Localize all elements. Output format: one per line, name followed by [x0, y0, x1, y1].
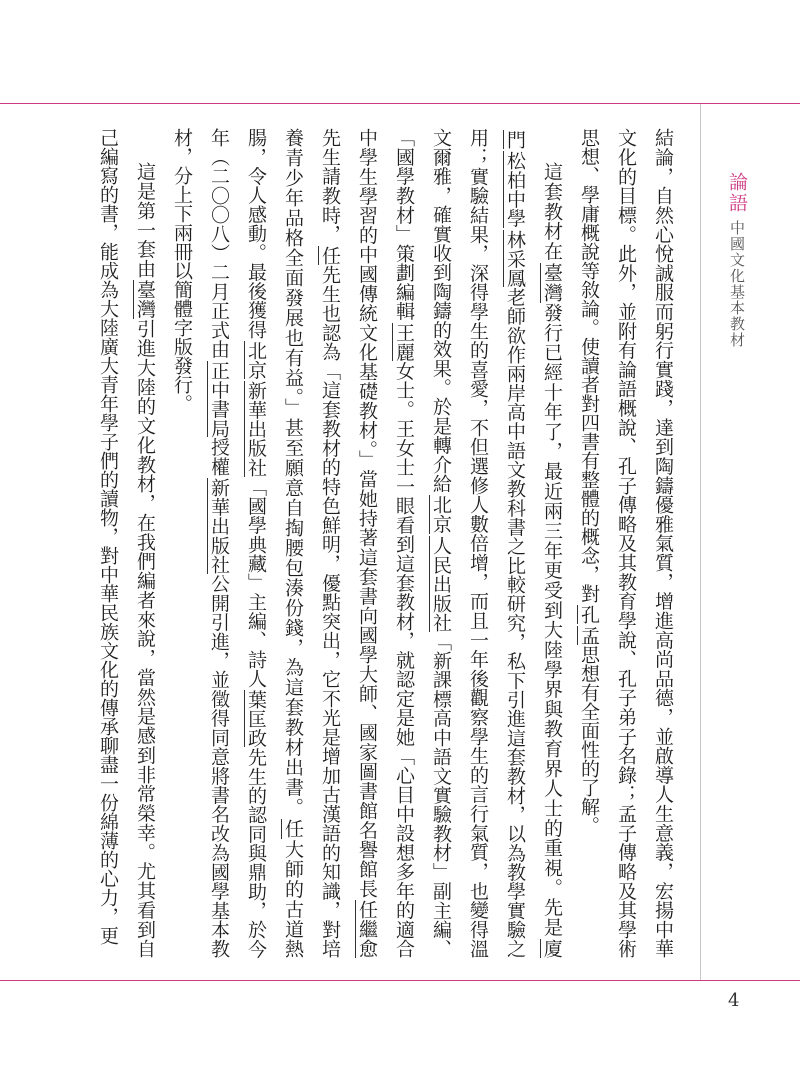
text-column [496, 128, 533, 958]
text-run: 先生請教時， [319, 128, 341, 244]
text-column [163, 128, 200, 958]
text-run: 老師欲作兩岸高中語文教科書之比較研究，私下引進這套教材，以為教學實驗之 [504, 287, 526, 958]
text-run: 己編寫的書，能成為大陸廣大青年學子們的讀物，對中華民族文化的傳承聊盡一份綿薄的心力，更 [97, 128, 119, 945]
text-run: 大師的古道熱 [282, 839, 304, 958]
text-column [644, 128, 681, 958]
text-column [200, 128, 237, 958]
text-run: 引進大陸的文化教材，在我們編者來說，當然是感到非常榮幸。尤其看到自 [134, 319, 156, 958]
page-number: 4 [728, 990, 740, 1011]
text-column [126, 128, 163, 958]
text-run: 中學生學習的中國傳統文化基礎教材。」當她持著這套書向國學大師、國家圖書館名譽館長 [356, 128, 378, 899]
proper-noun-mark: 任繼愈 [356, 900, 378, 958]
proper-noun-mark: 正中書局 [208, 360, 230, 438]
proper-noun-mark: 孟 [578, 626, 600, 645]
text-column [385, 128, 422, 958]
proper-noun-mark: 葉匡政 [245, 689, 267, 748]
text-run: 思想有全面性的了解。 [578, 645, 600, 835]
text-run: 先生的認同與鼎助，於今 [245, 747, 267, 958]
top-rule [0, 103, 800, 104]
vertical-text-body [89, 128, 681, 958]
proper-noun-mark: 北京 [245, 340, 267, 380]
text-run: 養青少年品格全面發展也有益。」甚至願意自掏腰包湊份錢，為這套教材出書。 [282, 128, 304, 818]
text-run: 文爾雅，確實收到陶鑄的效果。於是轉介給 [430, 128, 452, 494]
text-column [607, 128, 644, 958]
text-run: 思想、學庸概說等敘論。使讀者對四書有整體的概念，對 [578, 128, 600, 603]
text-run: 女士。王女士一眼看到這套教材，就認定是她「心目中設想多年的適合 [393, 361, 415, 958]
text-run: 這套教材在 [541, 162, 563, 262]
text-run: 這是第一套由 [134, 162, 156, 279]
margin-divider [700, 104, 701, 980]
proper-noun-mark: 任 [282, 819, 304, 840]
text-run: 用；實驗結果，深得學生的喜愛，不但選修人數倍增，而且一年後觀察學生的言行氣質，也變得溫 [467, 128, 489, 958]
text-run: 文化的目標。此外，並附有論語概說、孔子傳略及其教育學說、孔子弟子名錄；孟子傳略及其學術 [615, 128, 637, 958]
text-column [459, 128, 496, 958]
proper-noun-mark: 林采鳳 [504, 229, 526, 288]
text-column [237, 128, 274, 958]
proper-noun-mark: 臺灣 [134, 280, 156, 319]
text-column [533, 128, 570, 958]
proper-noun-mark: 任 [319, 245, 341, 265]
running-head-book-title: 論語 [726, 172, 748, 214]
proper-noun-mark: 門 [504, 130, 526, 150]
text-run: 先生也認為「這套教材的特色鮮明，優點突出，它不光是增加古漢語的知識，對培 [319, 264, 341, 958]
text-run: 結論，自然心悅誠服而躬行實踐，達到陶鑄優雅氣質，增進高尚品德，並啟導人生意義，宏揚中華 [652, 128, 674, 958]
text-run: 「國學典藏」主編、詩人 [245, 477, 267, 688]
proper-noun-mark: 北京 [430, 495, 452, 534]
text-run: 授權 [208, 437, 230, 476]
proper-noun-mark: 人民出版社 [430, 535, 452, 632]
text-column [348, 128, 385, 958]
text-run: 年（二〇〇八）二月正式由 [208, 128, 230, 359]
proper-noun-mark: 王麗 [393, 322, 415, 362]
text-column [274, 128, 311, 958]
proper-noun-mark: 孔 [578, 605, 600, 624]
text-run: 腸，令人感動。最後獲得 [245, 128, 267, 339]
text-run: 「新課標高中語文實驗教材」副主編、 [430, 631, 452, 958]
text-run: 發行已經十年了，最近兩三年更受到大陸學界與教育界人士的重視。先是 [541, 302, 563, 938]
text-run: 材，分上下兩冊以簡體字版發行。 [171, 128, 193, 413]
proper-noun-mark: 松柏中學 [504, 151, 526, 228]
proper-noun-mark: 新華出版社 [245, 381, 267, 478]
proper-noun-mark: 廈 [541, 939, 563, 958]
text-run: 公開引進，並徵得同意將書名改為國學基本教 [208, 573, 230, 958]
text-column [311, 128, 348, 958]
bottom-rule [0, 980, 800, 981]
text-run: 「國學教材」策劃編輯 [393, 128, 415, 321]
running-head-series-title: 中國文化基本教材 [728, 220, 746, 348]
proper-noun-mark: 臺灣 [541, 263, 563, 303]
proper-noun-mark: 新華出版社 [208, 477, 230, 574]
text-column [422, 128, 459, 958]
text-column [570, 128, 607, 958]
text-column [89, 128, 126, 958]
